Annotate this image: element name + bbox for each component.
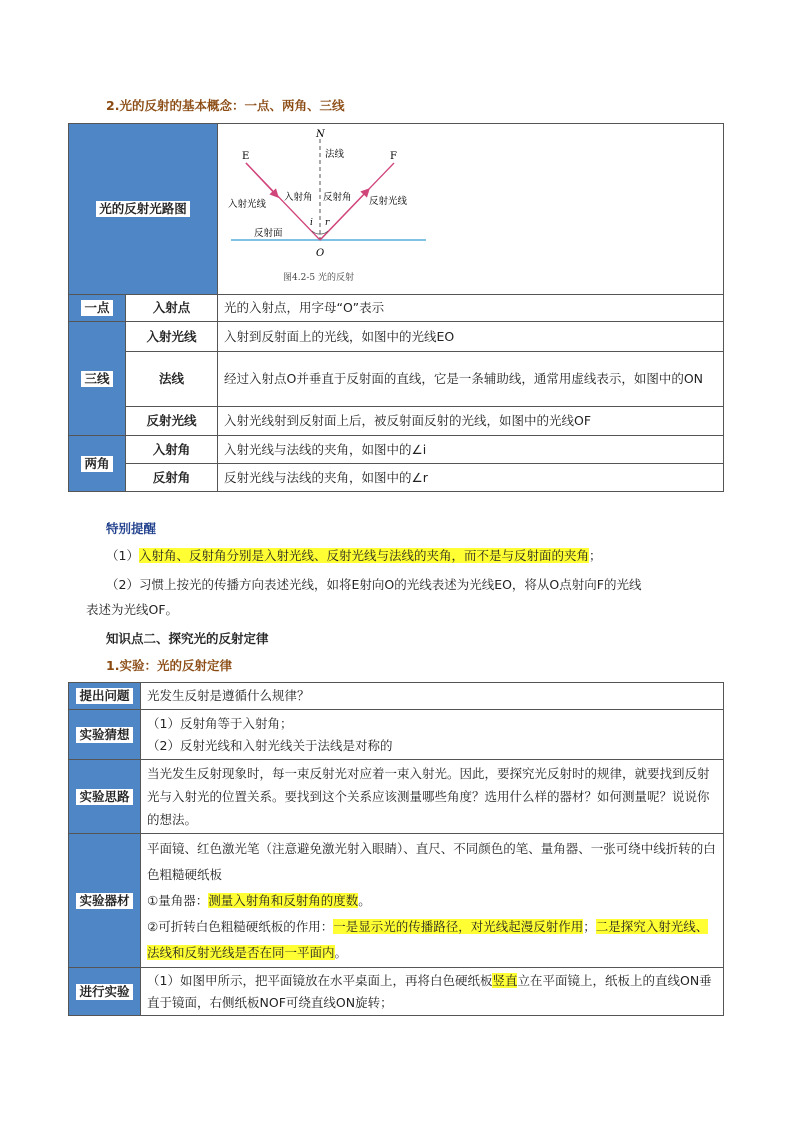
point-group-cell [69,295,126,322]
equipment-label-cell [69,834,141,968]
angles-group-cell [69,436,126,492]
point-group: 一点 [81,300,112,316]
line1-name: 入射光线 [126,322,218,352]
reflection-concepts-table [68,123,724,492]
diagram-label-cell [69,124,218,295]
angle1-desc: 入射光线与法线的夹角，如图中的∠i [218,436,724,464]
angles-group: 两角 [81,456,112,472]
diagram-caption: 图4.2-5 光的反射 [283,273,354,283]
board-note: ②可折转白色粗糙硬纸板的作用：一是显示光的传播路径，对光线起漫反射作用；二是探究入射光线、法线和反射光线是否在同一平面内。 [147,918,709,960]
line3-name: 反射光线 [126,407,218,436]
guess-text [141,710,724,760]
section1-heading: 2.光的反射的基本概念：一点、两角、三线 [106,98,345,113]
label-reflect-angle: 反射角 [323,192,352,203]
label-f: F [390,151,397,162]
label-reflect-ray: 反射光线 [369,196,408,207]
lines-group-cell [69,322,126,436]
idea-text: 当光发生反射现象时，每一束反射光对应着一束入射光。因此，要探究光反射时的规律，就要找到反射光与入射光的位置关系。要找到这个关系应该测量哪些角度？选用什么样的器材？如何测量呢？说说你的想法。 [141,760,724,834]
label-normal: 法线 [325,149,345,160]
reminder-item-2: （2）习惯上按光的传播方向表述光线，如将E射向O的光线表述为光线EO，将从O点射向F的光线 [106,577,642,592]
question-text: 光发生反射是遵循什么规律？ [141,683,724,710]
label-e: E [242,151,250,162]
guess-1: （1）反射角等于入射角； [147,715,293,731]
equipment-list: 平面镜、红色激光笔（注意避免激光射入眼睛）、直尺、不同颜色的笔、量角器、一张可绕中线折转的白色粗糙硬纸板 [147,840,716,882]
label-n: N [316,129,325,140]
point-desc: 光的入射点，用字母“O”表示 [218,295,724,322]
line2-desc: 经过入射点O并垂直于反射面的直线，它是一条辅助线，通常用虚线表示，如图中的ON [218,352,724,407]
guess-label: 实验猜想 [76,727,132,743]
lines-group: 三线 [81,371,112,387]
reminder-item-1-highlight: 入射角、反射角分别是入射光线、反射光线与法线的夹角，而不是与反射面的夹角 [138,548,589,563]
angle1-name: 入射角 [126,436,218,464]
label-r: r [325,218,330,228]
idea-label-cell [69,760,141,834]
question-label: 提出问题 [76,688,132,704]
label-incident-ray: 入射光线 [228,199,267,210]
angle2-name: 反射角 [126,464,218,492]
kp2-heading: 知识点二、探究光的反射定律 [106,631,269,646]
question-label-cell [69,683,141,710]
reminder-title: 特别提醒 [106,521,157,536]
guess-2: （2）反射光线和入射光线关于法线是对称的 [147,737,393,753]
protractor-note: ①量角器：测量入射角和反射角的度数。 [147,892,371,908]
diagram-label: 光的反射光路图 [96,201,190,217]
experiment-heading: 1.实验：光的反射定律 [106,658,232,673]
procedure-label-cell [69,968,141,1016]
line1-desc: 入射到反射面上的光线，如图中的光线EO [218,322,724,352]
procedure-label: 进行实验 [76,984,132,1000]
label-i: i [310,218,313,228]
label-incident-angle: 入射角 [284,192,313,203]
procedure-text: （1）如图甲所示，把平面镜放在水平桌面上，再将白色硬纸板竖直立在平面镜上，纸板上的直线ON垂直于镜面，右侧纸板NOF可绕直线ON旋转； [141,968,724,1016]
idea-label: 实验思路 [76,789,132,805]
point-name: 入射点 [126,295,218,322]
reminder-item-1: （1）入射角、反射角分别是入射光线、反射光线与法线的夹角，而不是与反射面的夹角； [106,548,602,563]
label-o: O [316,248,325,259]
line3-desc: 入射光线射到反射面上后，被反射面反射的光线，如图中的光线OF [218,407,724,436]
diagram-cell [218,124,724,295]
equipment-text [141,834,724,968]
reflection-diagram [218,125,723,293]
line2-name: 法线 [126,352,218,407]
experiment-table [68,682,724,1016]
guess-label-cell [69,710,141,760]
label-surface: 反射面 [254,228,283,239]
reminder-item-2-cont: 表述为光线OF。 [86,602,179,617]
equipment-label: 实验器材 [76,893,132,909]
angle2-desc: 反射光线与法线的夹角，如图中的∠r [218,464,724,492]
